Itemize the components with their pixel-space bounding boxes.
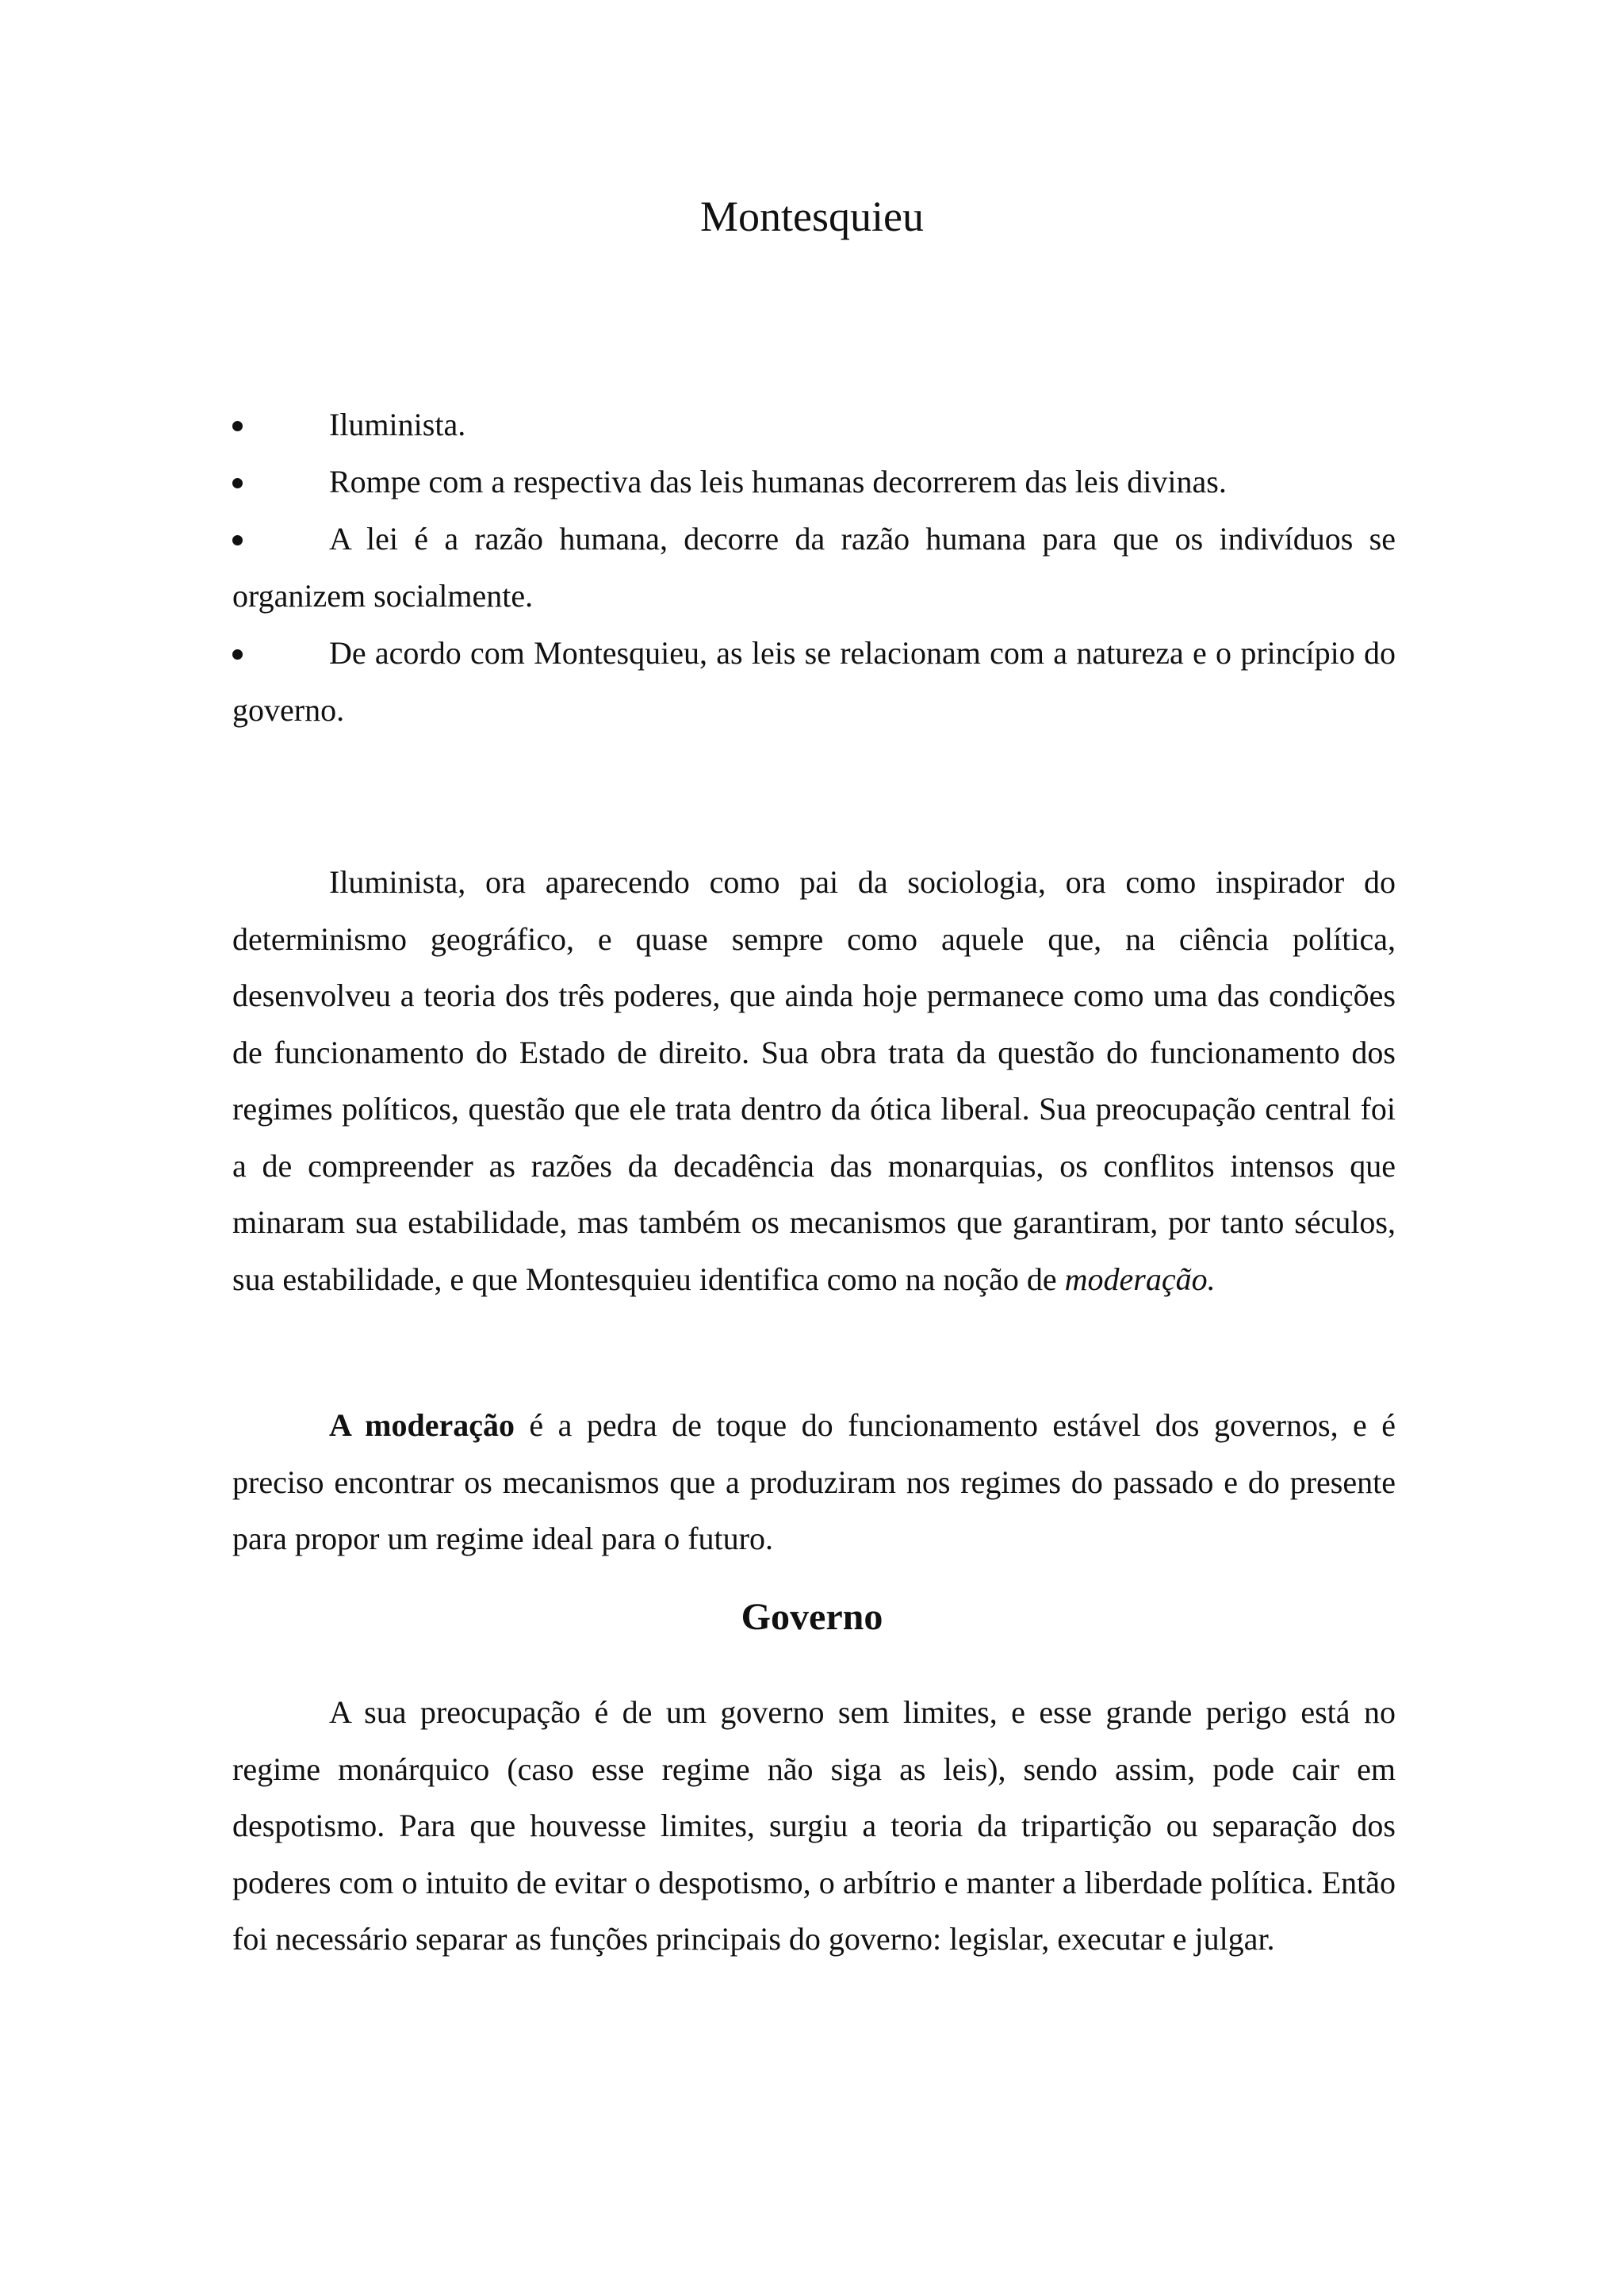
paragraph-intro-text: Iluminista, ora aparecendo como pai da sociologia, ora como inspirador do determinismo geográfico, e quase sempre como aquele que, na ciência política, desenvolveu a teoria dos três poderes, que ainda hoje permanece como uma das condições de funcionamento do Estado de direito. Sua obra trata da questão do funcionamento dos regimes políticos, questão que ele trata dentro da ótica liberal. Sua preocupação central foi a de compreender as razões da decadência das monarquias, os conflitos intensos que minaram sua estabilidade, mas também os mecanismos que garantiram, por tanto séculos, sua estabilidade, e que Montesquieu identifica como na noção de [232, 864, 1396, 1297]
list-item-text: Rompe com a respectiva das leis humanas decorrerem das leis divinas. [329, 464, 1227, 499]
paragraph-intro [232, 854, 1396, 1307]
paragraph-moderation-text: é a pedra de toque do funcionamento estável dos governos, e é preciso encontrar os mecanismos que a produziram nos regimes do passado e do presente para propor um regime ideal para o futuro. [232, 1407, 1396, 1556]
list-item [232, 511, 1396, 625]
list-item [232, 396, 1396, 453]
paragraph-intro-emphasis: moderação. [1064, 1261, 1216, 1297]
document-title: Montesquieu [700, 193, 924, 240]
list-item [232, 453, 1396, 511]
bullet-icon [232, 535, 243, 545]
list-item-text: De acordo com Montesquieu, as leis se relacionam com a natureza e o princípio do governo. [232, 635, 1396, 728]
paragraph-moderation-bold: A moderação [329, 1407, 515, 1443]
list-item-text: Iluminista. [329, 407, 466, 442]
bullet-icon [232, 421, 243, 431]
bullet-list [232, 396, 1396, 739]
section-heading: Governo [741, 1596, 883, 1638]
paragraph-moderation [232, 1397, 1396, 1567]
bullet-icon [232, 649, 243, 660]
list-item [232, 625, 1396, 739]
paragraph-governo: A sua preocupação é de um governo sem limites, e esse grande perigo está no regime monárquico (caso esse regime não siga as leis), sendo assim, pode cair em despotismo. Para que houvesse limites, surgiu a teoria da tripartição ou separação dos poderes com o intuito de evitar o despotismo, o arbítrio e manter a liberdade política. Então foi necessário separar as funções principais do governo: legislar, executar e julgar. [232, 1694, 1396, 1957]
list-item-text: A lei é a razão humana, decorre da razão humana para que os indivíduos se organizem socialmente. [232, 521, 1396, 614]
bullet-icon [232, 478, 243, 488]
